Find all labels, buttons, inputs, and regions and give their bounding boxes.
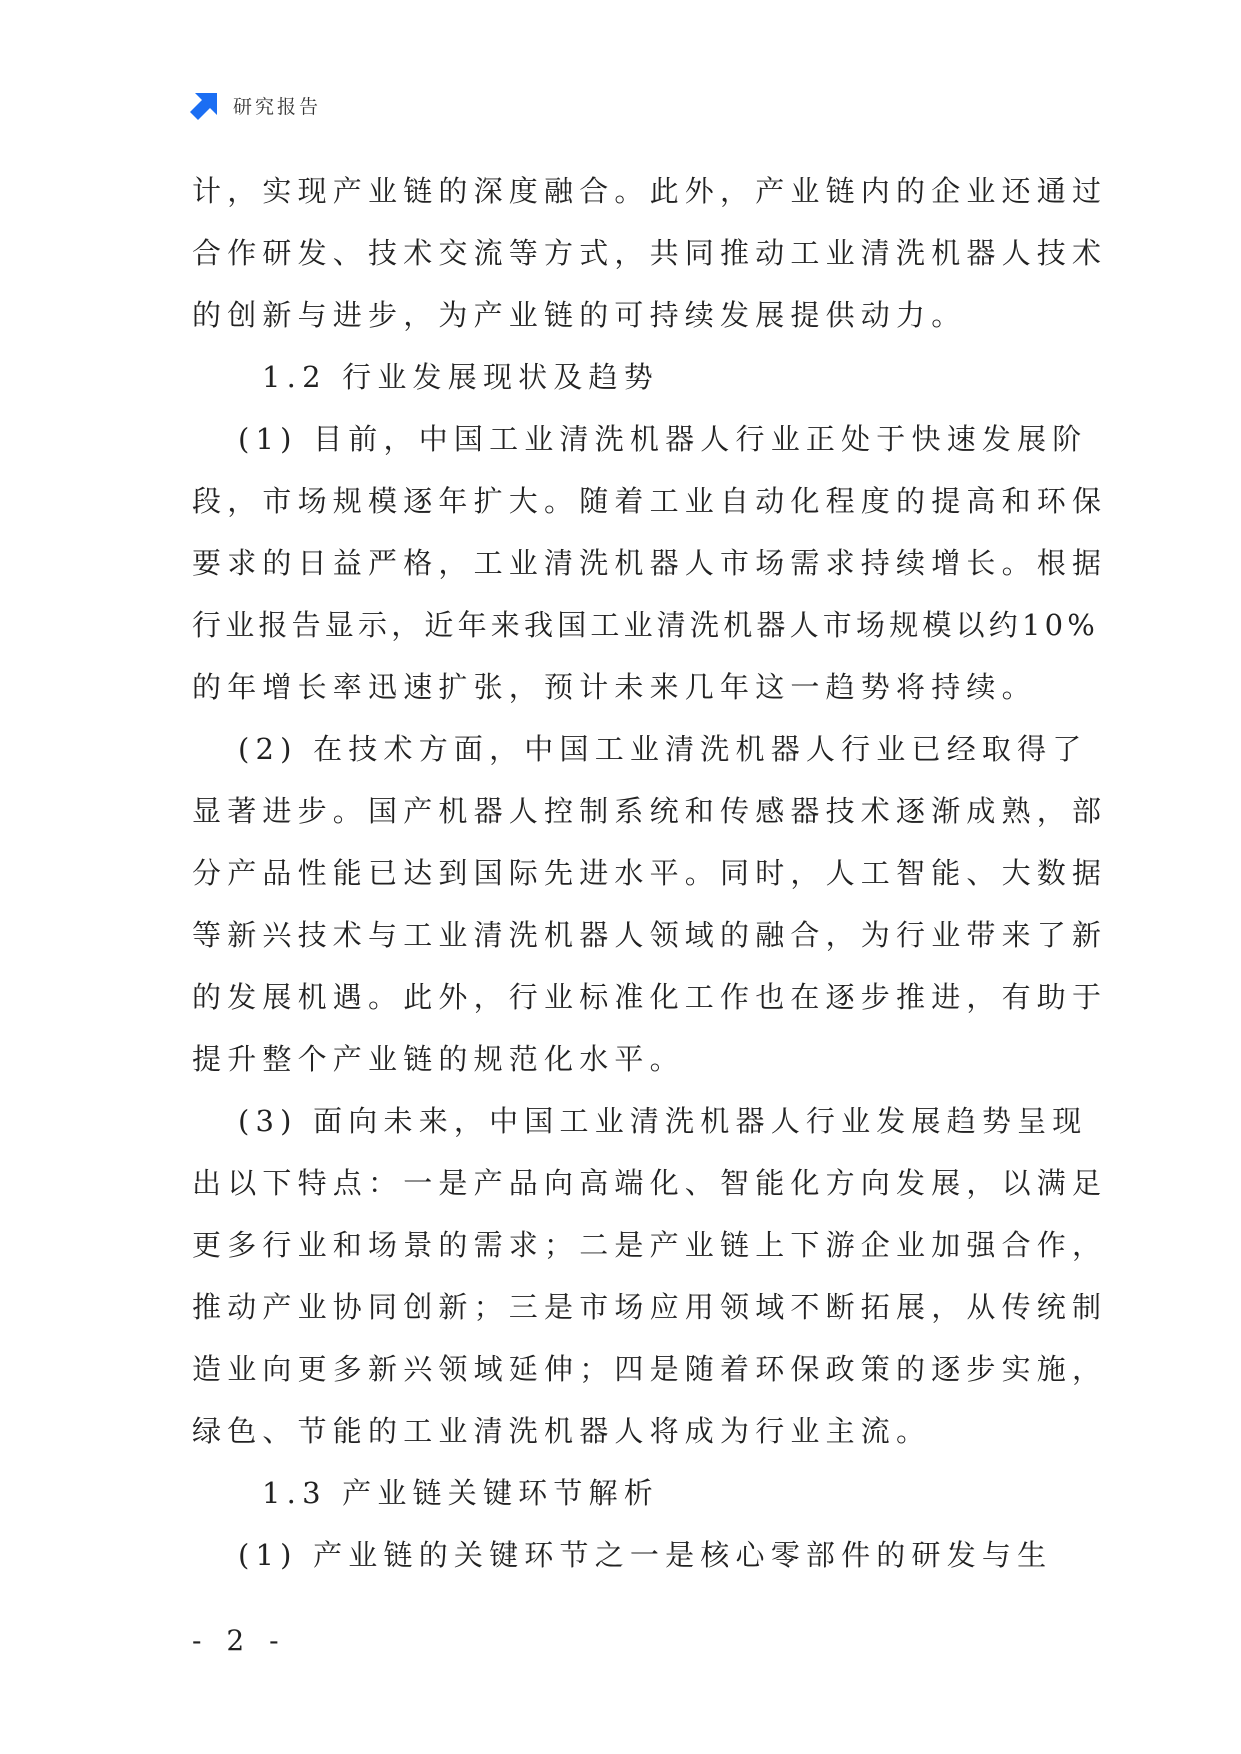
body-line: 的创新与进步，为产业链的可持续发展提供动力。 — [192, 298, 967, 332]
body-line: 的年增长率迅速扩张，预计未来几年这一趋势将持续。 — [192, 670, 1037, 704]
body-line: 段，市场规模逐年扩大。随着工业自动化程度的提高和环保 — [192, 484, 1108, 518]
page-number: - 2 - — [192, 1624, 287, 1657]
body-line: 计，实现产业链的深度融合。此外，产业链内的企业还通过 — [192, 174, 1108, 208]
body-line: 绿色、节能的工业清洗机器人将成为行业主流。 — [192, 1414, 932, 1448]
body-line: 提升整个产业链的规范化水平。 — [192, 1042, 685, 1076]
page-header — [189, 88, 321, 122]
body-line: (2) 在技术方面，中国工业清洗机器人行业已经取得了 — [238, 732, 1088, 766]
body-line: 分产品性能已达到国际先进水平。同时，人工智能、大数据 — [192, 856, 1108, 890]
body-line: 更多行业和场景的需求；二是产业链上下游企业加强合作， — [192, 1228, 1108, 1262]
body-line: 行业报告显示，近年来我国工业清洗机器人市场规模以约10% — [192, 608, 1100, 642]
section-heading: 1.3 产业链关键环节解析 — [262, 1476, 659, 1510]
body-line: 要求的日益严格，工业清洗机器人市场需求持续增长。根据 — [192, 546, 1108, 580]
body-line: 的发展机遇。此外，行业标准化工作也在逐步推进，有助于 — [192, 980, 1108, 1014]
body-line: (3) 面向未来，中国工业清洗机器人行业发展趋势呈现 — [238, 1104, 1088, 1138]
document-body — [192, 160, 1108, 1586]
body-line: (1) 目前，中国工业清洗机器人行业正处于快速发展阶 — [238, 422, 1088, 456]
body-line: 推动产业协同创新；三是市场应用领域不断拓展，从传统制 — [192, 1290, 1108, 1324]
header-title: 研究报告 — [233, 95, 322, 118]
body-line: 出以下特点：一是产品向高端化、智能化方向发展，以满足 — [192, 1166, 1108, 1200]
body-line: (1) 产业链的关键环节之一是核心零部件的研发与生 — [238, 1538, 1053, 1572]
body-line: 造业向更多新兴领域延伸；四是随着环保政策的逐步实施， — [192, 1352, 1108, 1386]
body-line: 等新兴技术与工业清洗机器人领域的融合，为行业带来了新 — [192, 918, 1108, 952]
body-line: 显著进步。国产机器人控制系统和传感器技术逐渐成熟，部 — [192, 794, 1108, 828]
section-heading: 1.2 行业发展现状及趋势 — [262, 360, 659, 394]
body-line: 合作研发、技术交流等方式，共同推动工业清洗机器人技术 — [192, 236, 1108, 270]
arrow-up-right-logo-icon — [189, 89, 221, 121]
